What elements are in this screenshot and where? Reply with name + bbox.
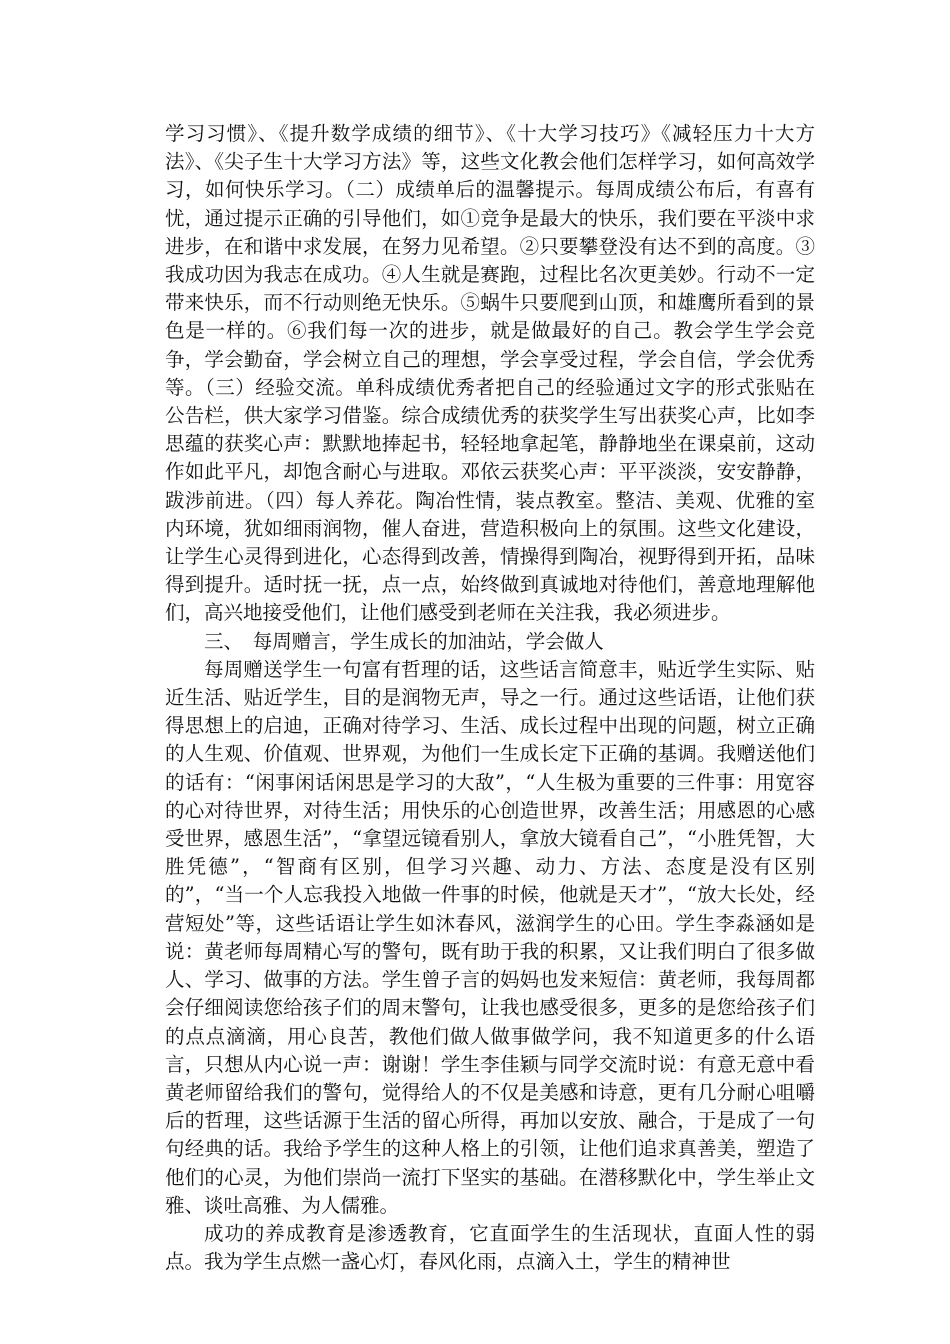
document-body: [165, 120, 815, 1276]
paragraph-3: 成功的养成教育是渗透教育，它直面学生的生活现状，直面人性的弱点。我为学生点燃一盏心灯，春风化雨，点滴入土，学生的精神世: [165, 1221, 815, 1274]
section-heading: 三、 每周赠言，学生成长的加油站，学会做人: [204, 629, 604, 653]
paragraph-2: 每周赠送学生一句富有哲理的话，这些话言简意丰，贴近学生实际、贴近生活、贴近学生，目的是润物无声，导之一行。通过这些话语，让他们获得思想上的启迪，正确对待学习、生活、成长过程中出现的问题，树立正确的人生观、价值观、世界观，为他们一生成长定下正确的基调。我赠送他们的话有：“闲事闲话闲思是学习的大敌”，“人生极为重要的三件事：用宽容的心对待世界，对待生活；用快乐的心创造世界，改善生活；用感恩的心感受世界，感恩生活”，“拿望远镜看别人，拿放大镜看自己”，“小胜凭智，大胜凭德”，“智商有区别，但学习兴趣、动力、方法、态度是没有区别的”，“当一个人忘我投入地做一件事的时候，他就是天才”，“放大长处，经营短处”等，这些话语让学生如沐春风，滋润学生的心田。学生李淼涵如是说：黄老师每周精心写的警句，既有助于我的积累，又让我们明白了很多做人、学习、做事的方法。学生曾子言的妈妈也发来短信：黄老师，我每周都会仔细阅读您给孩子们的周末警句，让我也感受很多，更多的是您给孩子们的点点滴滴，用心良苦，教他们做人做事做学问，我不知道更多的什么语言，只想从内心说一声：谢谢！学生李佳颖与同学交流时说：有意无意中看黄老师留给我们的警句，觉得给人的不仅是美感和诗意，更有几分耐心咀嚼后的哲理，这些话源于生活的留心所得，再加以安放、融合，于是成了一句句经典的话。我给予学生的这种人格上的引领，让他们追求真善美，塑造了他们的心灵，为他们崇尚一流打下坚实的基础。在潜移默化中，学生举止文雅、谈吐高雅、为人儒雅。: [165, 657, 815, 1217]
paragraph-1: 学习习惯》、《提升数学成绩的细节》、《十大学习技巧》《减轻压力十大方法》、《尖子生十大学习方法》等，这些文化教会他们怎样学习，如何高效学习，如何快乐学习。（二）成绩单后的温馨提示。每周成绩公布后，有喜有忧，通过提示正确的引导他们，如①竞争是最大的快乐，我们要在平淡中求进步，在和谐中求发展，在努力见希望。②只要攀登没有达不到的高度。③我成功因为我志在成功。④人生就是赛跑，过程比名次更美妙。行动不一定带来快乐，而不行动则绝无快乐。⑤蜗牛只要爬到山顶，和雄鹰所看到的景色是一样的。⑥我们每一次的进步，就是做最好的自己。教会学生学会竞争，学会勤奋，学会树立自己的理想，学会享受过程，学会自信，学会优秀等。（三）经验交流。单科成绩优秀者把自己的经验通过文字的形式张贴在公告栏，供大家学习借鉴。综合成绩优秀的获奖学生写出获奖心声，比如李思蕴的获奖心声：默默地捧起书，轻轻地拿起笔，静静地坐在课桌前，这动作如此平凡，却饱含耐心与进取。邓依云获奖心声：平平淡淡，安安静静，跋涉前进。（四）每人养花。陶冶性情，装点教室。整洁、美观、优雅的室内环境，犹如细雨润物，催人奋进，营造积极向上的氛围。这些文化建设，让学生心灵得到进化，心态得到改善，情操得到陶冶，视野得到开拓，品味得到提升。适时抚一抚，点一点，始终做到真诚地对待他们，善意地理解他们，高兴地接受他们，让他们感受到老师在关注我，我必须进步。: [165, 122, 815, 625]
